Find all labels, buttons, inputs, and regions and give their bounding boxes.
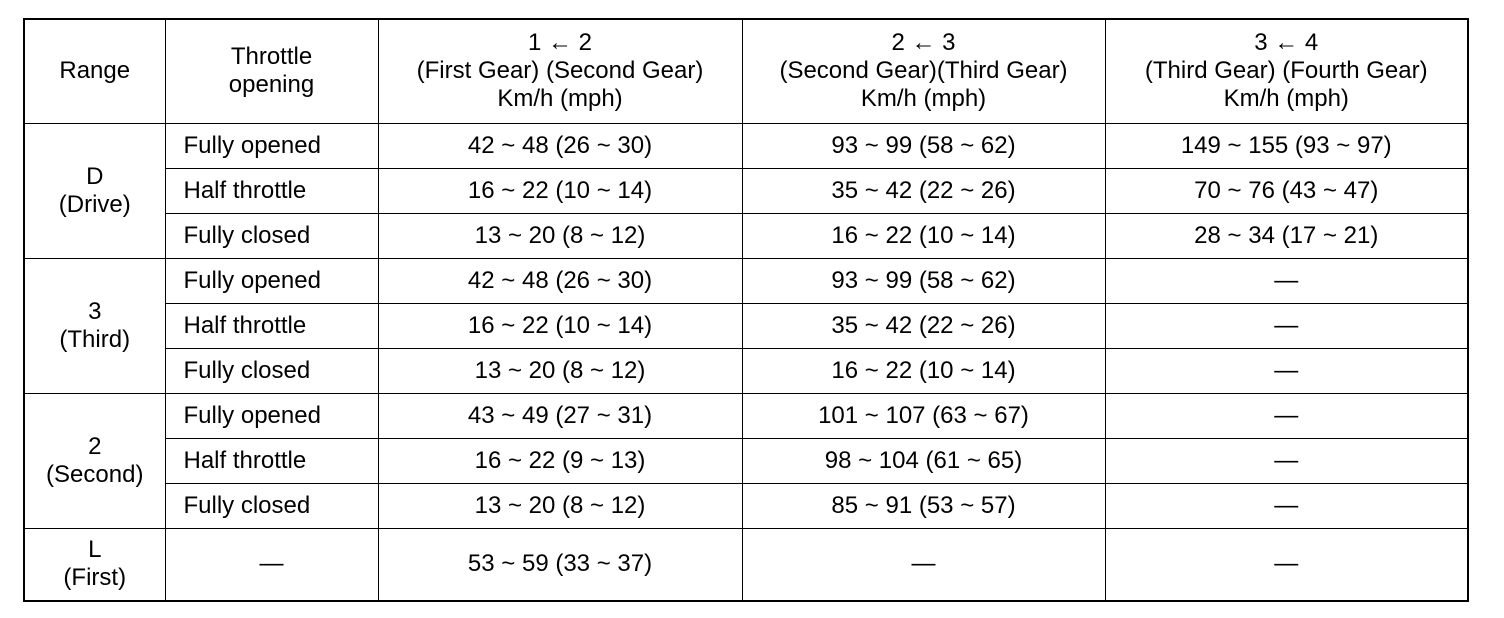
shift-2-3-cell: 85 ~ 91 (53 ~ 57) [742,483,1105,528]
throttle-cell: Fully closed [165,483,378,528]
shift-speed-table [23,18,1469,602]
shift-1-2-cell: 53 ~ 59 (33 ~ 37) [378,528,742,601]
throttle-cell: Fully opened [165,123,378,168]
header-row [24,19,1468,123]
shift-1-2-cell: 42 ~ 48 (26 ~ 30) [378,258,742,303]
shift-2-3-cell: 16 ~ 22 (10 ~ 14) [742,348,1105,393]
shift-2-3-cell: 35 ~ 42 (22 ~ 26) [742,168,1105,213]
shift-1-2-cell: 13 ~ 20 (8 ~ 12) [378,483,742,528]
throttle-cell: Fully opened [165,258,378,303]
shift-2-3-cell: — [742,528,1105,601]
shift-2-3-cell: 98 ~ 104 (61 ~ 65) [742,438,1105,483]
header-shift-2-3-line3: Km/h (mph) [860,85,987,113]
shift-3-4-cell: 149 ~ 155 (93 ~ 97) [1105,123,1468,168]
shift-1-2-cell: 16 ~ 22 (10 ~ 14) [378,168,742,213]
header-shift-1-2 [378,19,742,123]
range-cell-first [24,528,165,601]
table-row [24,348,1468,393]
header-shift-2-3-line1: 2 ← 3 [891,29,956,57]
table-row [24,303,1468,348]
header-shift-3-4-line1: 3 ← 4 [1254,29,1319,57]
header-throttle-line1: Throttle [230,43,313,71]
range-code: 3 [88,297,102,325]
range-name: (Third) [59,325,131,353]
table-row [24,393,1468,438]
shift-2-3-cell: 35 ~ 42 (22 ~ 26) [742,303,1105,348]
table-row [24,168,1468,213]
range-name: (Second) [46,460,144,488]
throttle-cell: — [165,528,378,601]
header-shift-2-3 [742,19,1105,123]
header-throttle-line2: opening [228,71,315,99]
range-cell-drive [24,123,165,258]
header-shift-1-2-line3: Km/h (mph) [497,85,623,113]
shift-3-4-cell: 28 ~ 34 (17 ~ 21) [1105,213,1468,258]
shift-1-2-cell: 13 ~ 20 (8 ~ 12) [378,213,742,258]
table-row [24,528,1468,601]
header-shift-1-2-line1: 1 ← 2 [527,29,593,57]
shift-2-3-cell: 93 ~ 99 (58 ~ 62) [742,123,1105,168]
shift-3-4-cell: — [1105,438,1468,483]
shift-2-3-cell: 93 ~ 99 (58 ~ 62) [742,258,1105,303]
throttle-cell: Fully opened [165,393,378,438]
shift-1-2-cell: 13 ~ 20 (8 ~ 12) [378,348,742,393]
shift-3-4-cell: — [1105,348,1468,393]
throttle-cell: Half throttle [165,303,378,348]
throttle-cell: Fully closed [165,213,378,258]
shift-3-4-cell: — [1105,303,1468,348]
shift-2-3-cell: 101 ~ 107 (63 ~ 67) [742,393,1105,438]
header-shift-3-4 [1105,19,1468,123]
throttle-cell: Fully closed [165,348,378,393]
shift-3-4-cell: — [1105,528,1468,601]
throttle-cell: Half throttle [165,438,378,483]
range-cell-third [24,258,165,393]
header-range-label: Range [59,57,131,85]
shift-1-2-cell: 43 ~ 49 (27 ~ 31) [378,393,742,438]
table-row [24,438,1468,483]
shift-3-4-cell: — [1105,483,1468,528]
shift-1-2-cell: 16 ~ 22 (9 ~ 13) [378,438,742,483]
shift-3-4-cell: — [1105,258,1468,303]
throttle-cell: Half throttle [165,168,378,213]
table-row [24,483,1468,528]
header-range [24,19,165,123]
table-row [24,258,1468,303]
header-shift-3-4-line3: Km/h (mph) [1223,85,1349,113]
shift-3-4-cell: 70 ~ 76 (43 ~ 47) [1105,168,1468,213]
shift-1-2-cell: 42 ~ 48 (26 ~ 30) [378,123,742,168]
shift-2-3-cell: 16 ~ 22 (10 ~ 14) [742,213,1105,258]
shift-1-2-cell: 16 ~ 22 (10 ~ 14) [378,303,742,348]
range-name: (Drive) [58,190,131,218]
header-shift-3-4-line2: (Third Gear) (Fourth Gear) [1144,57,1428,85]
range-code: D [86,162,104,190]
header-shift-1-2-line2: (First Gear) (Second Gear) [416,57,704,85]
header-throttle [165,19,378,123]
table-row [24,123,1468,168]
shift-3-4-cell: — [1105,393,1468,438]
range-code: 2 [88,432,102,460]
range-code: L [88,536,102,564]
range-cell-second [24,393,165,528]
table-row [24,213,1468,258]
header-shift-2-3-line2: (Second Gear)(Third Gear) [779,57,1068,85]
range-name: (First) [63,564,127,592]
